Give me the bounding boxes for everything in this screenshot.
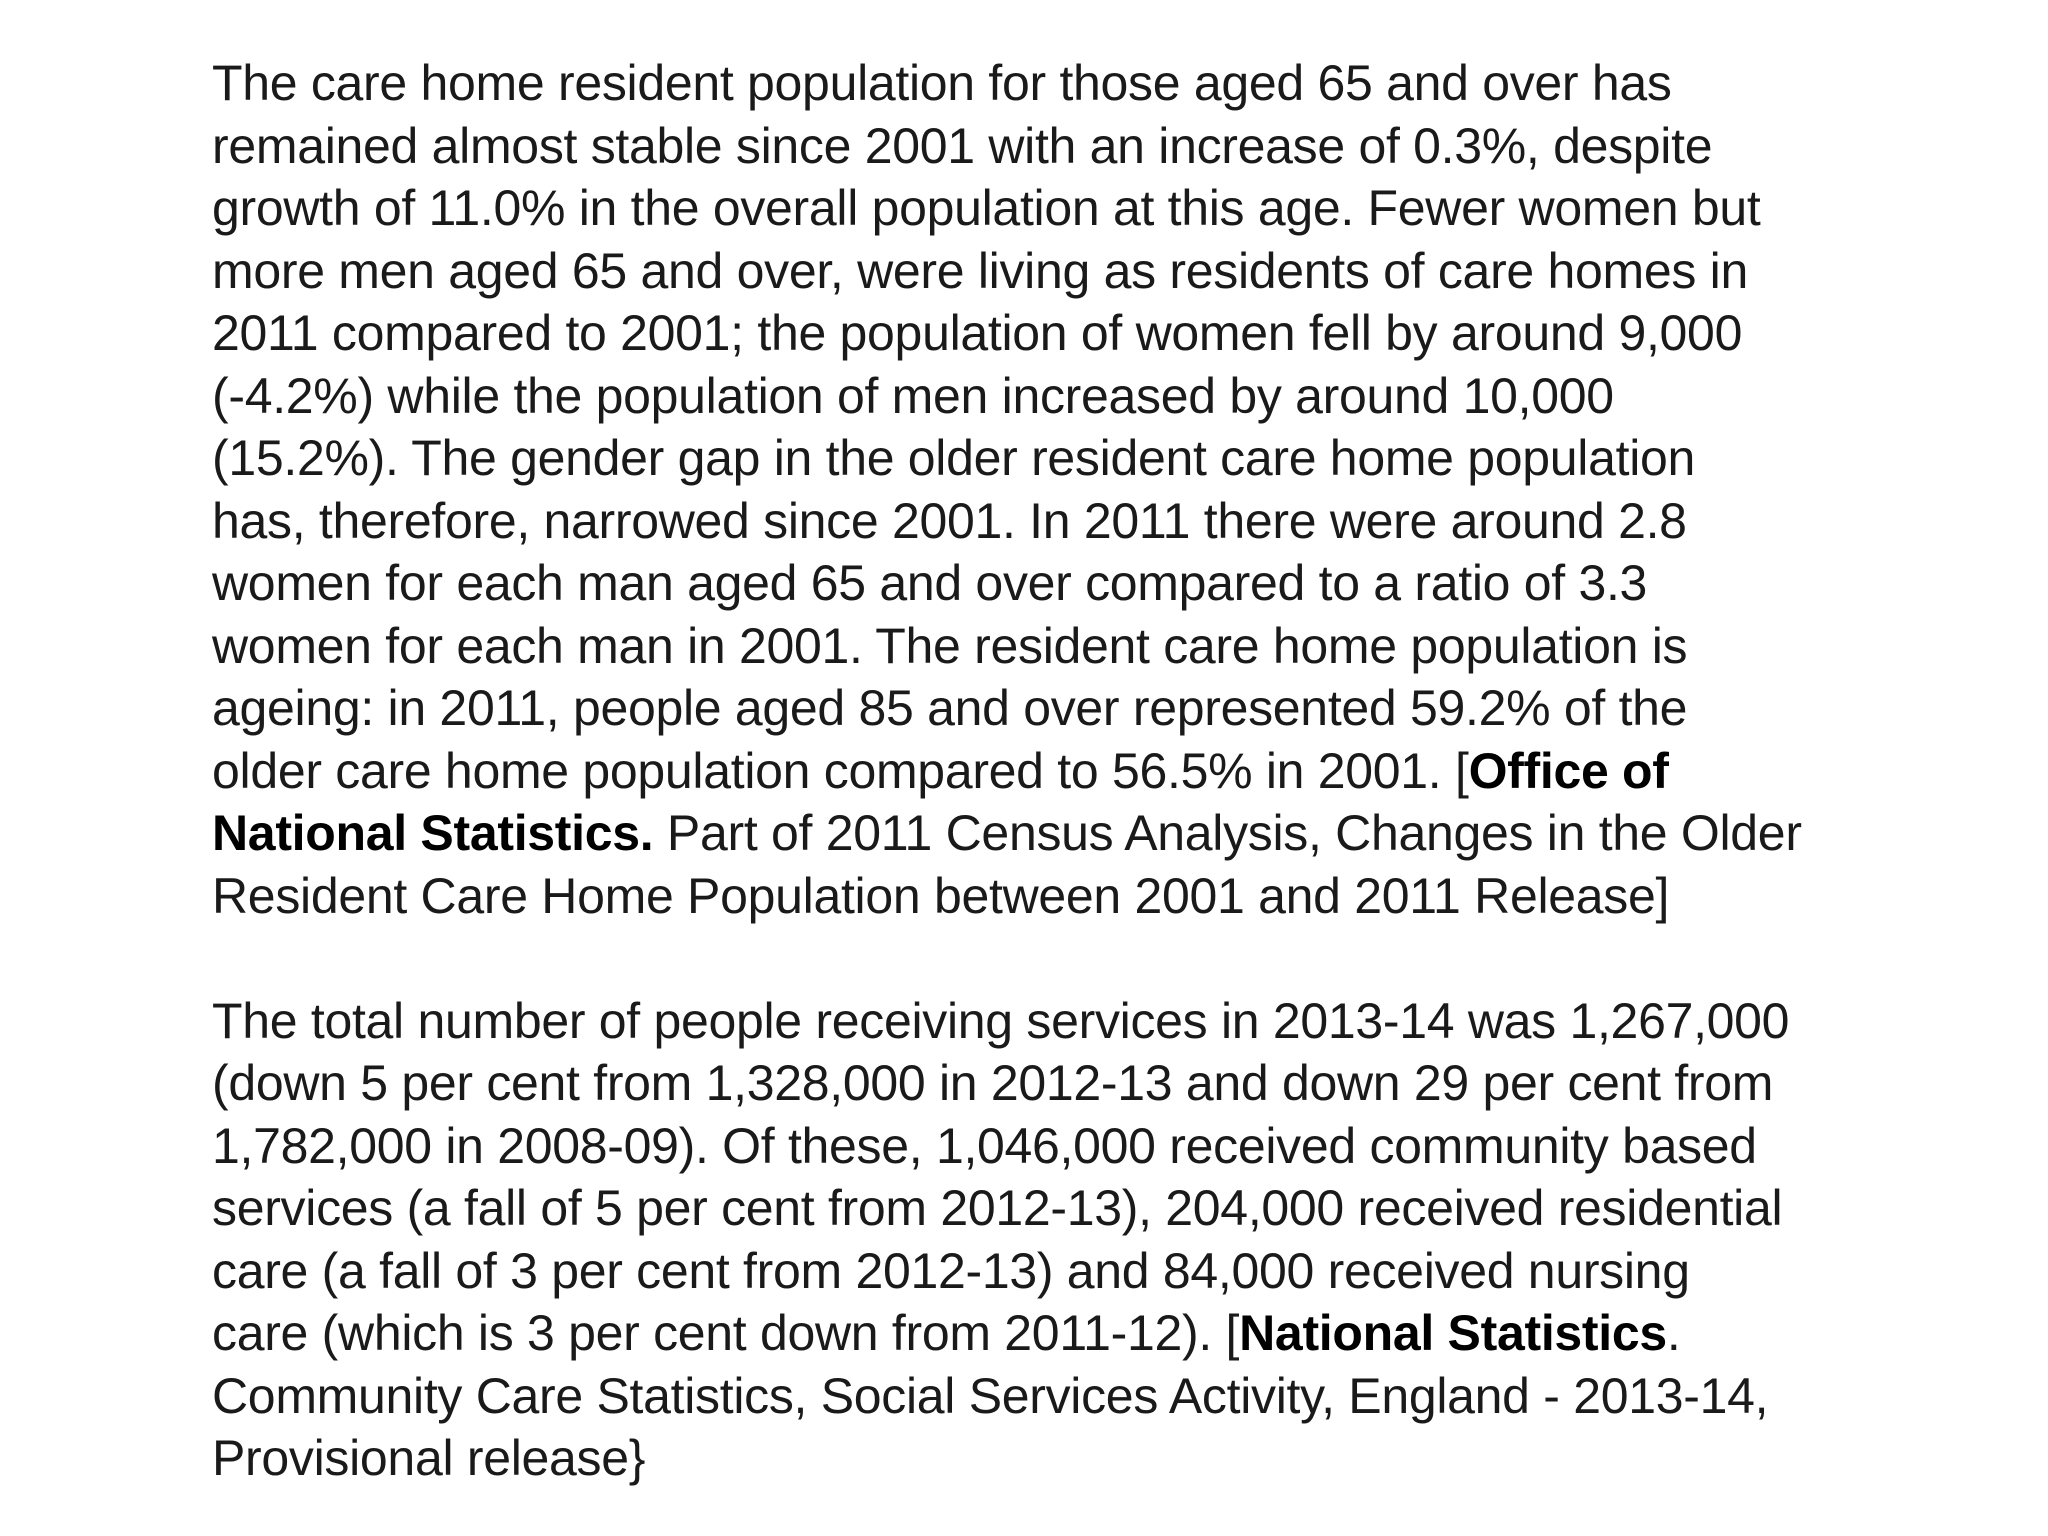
paragraph-text: The total number of people receiving services in 2013-14 was 1,267,000 (down 5 per cent from 1,328,000 in 2012-13 and down 29 per cent from 1,782,000 in 2008-09). Of these, 1,046,000 received community based services (a fall of 5 per cent from 2012-13), 204,000 received residential care (a fall of 3 per cent from 2012-13) and 84,000 received nursing care (which is 3 per cent down from 2011-12). [: [212, 992, 1790, 1361]
paragraph-services-received: [212, 990, 1932, 1490]
paragraph-text: The care home resident population for those aged 65 and over has remained almost stable since 2001 with an increase of 0.3%, despite growth of 11.0% in the overall population at this age. Fewer women but more men aged 65 and over, were living as residents of care homes in 2011 compared to 2001; the population of women fell by around 9,000 (-4.2%) while the population of men increased by around 10,000 (15.2%). The gender gap in the older resident care home population has, therefore, narrowed since 2001. In 2011 there were around 2.8 women for each man aged 65 and over compared to a ratio of 3.3 women for each man in 2001. The resident care home population is ageing: in 2011, people aged 85 and over represented 59.2% of the older care home population compared to 56.5% in 2001. [: [212, 55, 1761, 799]
slide-body: [212, 52, 1932, 1490]
paragraph-text: . Community Care Statistics, Social Services Activity, England - 2013-14, Provisional release}: [212, 1305, 1769, 1486]
paragraph-care-home-population: [212, 52, 1932, 927]
source-citation: Office of National Statistics.: [212, 742, 1669, 861]
source-citation: National Statistics: [1239, 1305, 1667, 1361]
paragraph-text: Part of 2011 Census Analysis, Changes in the Older Resident Care Home Population between 2001 and 2011 Release]: [212, 805, 1802, 924]
